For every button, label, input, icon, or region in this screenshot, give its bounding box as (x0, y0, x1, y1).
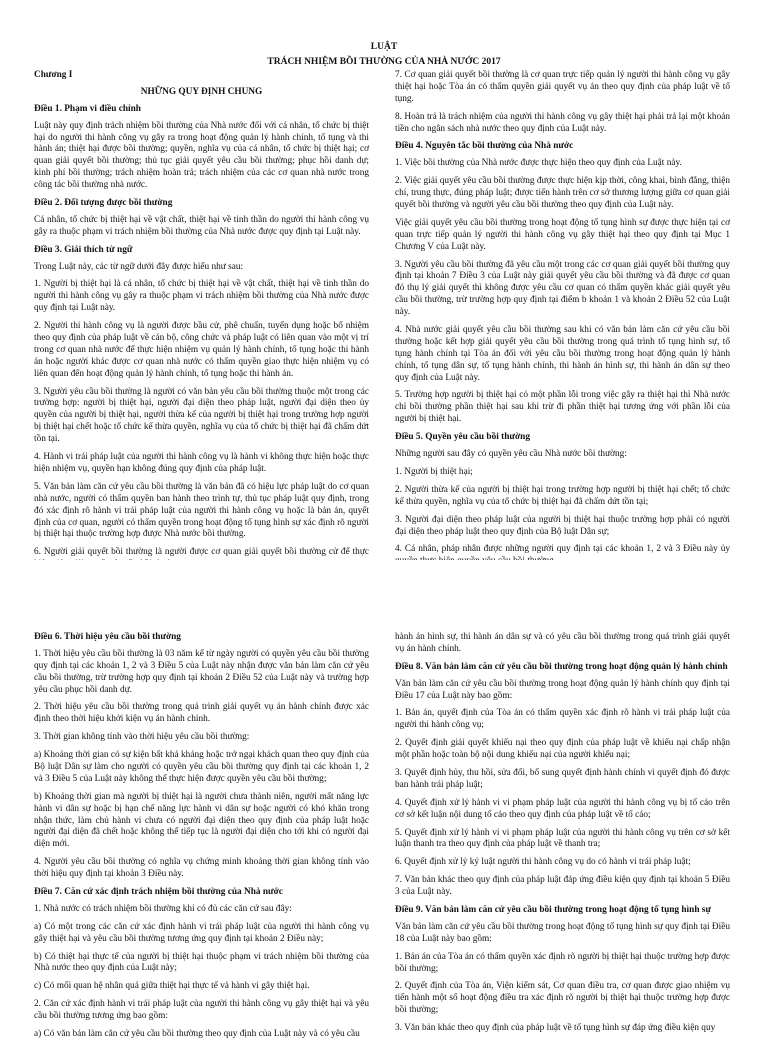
paragraph: Luật này quy định trách nhiệm bồi thường của Nhà nước đối với cá nhân, tổ chức bị thiệt hại do người thi hành công vụ gây ra trong hoạt động quản lý hành chính, tố tụng và thi hành án; thiệt hại được bồi thường; quyền, nghĩa vụ của cá nhân, tổ chức bị thiệt hại; cơ quan giải quyết bồi thường; thủ tục giải quyết yêu cầu bồi thường; phục hồi danh dự; kinh phí bồi thường; trách nhiệm hoàn trả; trách nhiệm của các cơ quan nhà nước trong công tác bồi thường nhà nước. (34, 120, 369, 191)
article-heading: Điều 2. Đối tượng được bồi thường (34, 198, 173, 209)
paragraph: 3. Quyết định hủy, thu hồi, sửa đổi, bổ sung quyết định hành chính vì quyết định đó được ban hành trái pháp luật; (395, 768, 730, 790)
article-heading: Chương I (34, 70, 73, 80)
paragraph: 1. Việc bồi thường của Nhà nước được thực hiện theo quy định của Luật này. (395, 158, 682, 169)
paragraph: a) Có văn bản làm căn cứ yêu cầu bồi thường theo quy định của Luật này và có yêu cầu (34, 1029, 360, 1040)
paragraph: 1. Bản án của Tòa án có thẩm quyền xác định rõ người bị thiệt hại thuộc trường hợp được bồi thường; (395, 951, 730, 974)
paragraph: Những người sau đây có quyền yêu cầu Nhà nước bồi thường: (395, 449, 627, 460)
article-heading: Điều 5. Quyền yêu cầu bồi thường (395, 432, 530, 443)
article-heading: Điều 9. Văn bản làm căn cứ yêu cầu bồi thường trong hoạt động tố tụng hình sự (395, 905, 712, 916)
paragraph: 2. Người thừa kế của người bị thiệt hại trong trường hợp người bị thiệt hại chết; tổ chức kế thừa quyền, nghĩa vụ của tổ chức bị thiệt hại đã chấm dứt tồn tại; (395, 484, 730, 507)
article-heading: Điều 1. Phạm vi điều chỉnh (34, 103, 141, 114)
paragraph: 4. Cá nhân, pháp nhân được những người quy định tại các khoản 1, 2 và 3 Điều này ủy (395, 544, 730, 555)
paragraph: 6. Quyết định xử lý kỷ luật người thi hành công vụ do có hành vi trái pháp luật; (395, 857, 691, 868)
article-heading: Điều 6. Thời hiệu yêu cầu bồi thường (34, 632, 181, 642)
paragraph: Trong Luật này, các từ ngữ dưới đây được hiểu như sau: (34, 261, 244, 272)
document-page-2 (0, 628, 768, 1040)
paragraph: 7. Văn bản khác theo quy định của pháp luật đáp ứng điều kiện quy định tại khoản 5 Điều 3 của Luật này. (395, 875, 730, 898)
paragraph: 1. Người bị thiệt hại; (395, 466, 473, 477)
paragraph: 1. Bản án, quyết định của Tòa án có thẩm quyền xác định rõ hành vi trái pháp luật của người thi hành công vụ; (395, 708, 730, 731)
page2-right-column (395, 632, 730, 1041)
paragraph: 7. Cơ quan giải quyết bồi thường là cơ quan trực tiếp quản lý người thi hành công vụ gây thiệt hại hoặc Tòa án có thẩm quyền giải quyết vụ án theo quy định của pháp luật về tố tụng. (395, 70, 730, 104)
paragraph: Việc giải quyết yêu cầu bồi thường trong hoạt động tố tụng hình sự được thực hiện tại cơ quan trực tiếp quản lý người thi hành công vụ gây thiệt hại theo quy định tại Mục 1 Chương V của Luật này. (395, 217, 730, 252)
paragraph: 4. Nhà nước giải quyết yêu cầu bồi thường sau khi có văn bản làm căn cứ yêu cầu bồi thường hoặc kết hợp giải quyết yêu cầu bồi thường trong quá trình tố tụng hình sự, tố tụng hành chính tại Tòa án đối với yêu cầu bồi thường trong hoạt động quản lý hành chính, tố tụng dân sự, tố tụng hành chính, thi hành án hình sự, thi hành án dân sự theo quy định của Luật này. (395, 325, 730, 383)
paragraph: b) Có thiệt hại thực tế của người bị thiệt hại thuộc phạm vi trách nhiệm bồi thường của Nhà nước theo quy định của Luật này; (34, 951, 369, 974)
article-heading: Điều 4. Nguyên tắc bồi thường của Nhà nước (395, 141, 574, 152)
paragraph: a) Có một trong các căn cứ xác định hành vi trái pháp luật của người thi hành công vụ gây thiệt hại và yêu cầu bồi thường tương ứng quy định tại khoản 2 Điều này; (34, 921, 369, 944)
page-gap (0, 560, 768, 628)
paragraph: 5. Văn bản làm căn cứ yêu cầu bồi thường là văn bản đã có hiệu lực pháp luật do cơ quan nhà nước, người có thẩm quyền ban hành theo trình tự, thủ tục pháp luật quy định, trong đó xác định rõ hành vi trái pháp luật của người thi hành công vụ hoặc là bản án, quyết định của cơ quan, người có thẩm quyền trong hoạt động tố tụng hình sự xác định rõ người bị thiệt hại thuộc trường hợp được Nhà nước bồi thường. (34, 481, 369, 540)
page1-left-column (34, 70, 369, 577)
paragraph: 1. Người bị thiệt hại là cá nhân, tổ chức bị thiệt hại về vật chất, thiệt hại về tinh thần do người thi hành công vụ gây ra thuộc phạm vi trách nhiệm bồi thường của Nhà nước được quy định tại Luật này. (34, 279, 369, 314)
paragraph: 1. Nhà nước có trách nhiệm bồi thường khi có đủ các căn cứ sau đây: (34, 903, 292, 914)
article-heading: NHỮNG QUY ĐỊNH CHUNG (140, 86, 263, 97)
paragraph: 2. Việc giải quyết yêu cầu bồi thường được thực hiện kịp thời, công khai, bình đẳng, thiện chí, trung thực, đúng pháp luật; được tiến hành trên cơ sở thương lượng giữa cơ quan giải quyết bồi thường và người yêu cầu bồi thường theo quy định của Luật này. (395, 176, 730, 211)
paragraph: 3. Thời gian không tính vào thời hiệu yêu cầu bồi thường: (34, 732, 250, 743)
paragraph: 6. Người giải quyết bồi thường là người được cơ quan giải quyết bồi thường cử để thực (34, 547, 369, 558)
law-subtitle: TRÁCH NHIỆM BỒI THƯỜNG CỦA NHÀ NƯỚC 2017 (267, 57, 501, 67)
paragraph: 5. Quyết định xử lý hành vi vi phạm pháp luật của người thi hành công vụ trên cơ sở kết luận thanh tra theo quy định của pháp luật về thanh tra; (395, 827, 730, 850)
paragraph: b) Khoảng thời gian mà người bị thiệt hại là người chưa thành niên, người mất năng lực hành vi dân sự hoặc bị hạn chế năng lực hành vi dân sự hoặc người có khó khăn trong nhận thức, làm chủ hành vi chưa có người đại diện theo quy định của pháp luật hoặc người đại diện đã chết hoặc không thể tiếp tục là người đại diện cho tới khi có người đại diện mới. (34, 791, 369, 850)
page2-left-column (34, 632, 369, 1047)
paragraph: a) Khoảng thời gian có sự kiện bất khả kháng hoặc trở ngại khách quan theo quy định của Bộ luật Dân sự làm cho người có quyền yêu cầu bồi thường quy định tại các khoản 1, 2 và 3 Điều 5 của Luật này không thể thực hiện được quyền yêu cầu bồi thường; (34, 750, 369, 784)
paragraph: 4. Người yêu cầu bồi thường có nghĩa vụ chứng minh khoảng thời gian không tính vào thời hiệu quy định tại khoản 3 Điều này. (34, 857, 369, 880)
law-title: LUẬT (370, 42, 398, 52)
paragraph: Văn bản làm căn cứ yêu cầu bồi thường trong hoạt động tố tụng hình sự quy định tại Điều 18 của Luật này bao gồm: (395, 921, 730, 944)
paragraph: 5. Trường hợp người bị thiệt hại có một phần lỗi trong việc gây ra thiệt hại thì Nhà nước chỉ bồi thường phần thiệt hại sau khi trừ đi phần thiệt hại tương ứng với phần lỗi của người bị thiệt hại. (395, 390, 730, 425)
paragraph: c) Có mối quan hệ nhân quả giữa thiệt hại thực tế và hành vi gây thiệt hại. (34, 981, 310, 992)
paragraph: 3. Người yêu cầu bồi thường là người có văn bản yêu cầu bồi thường thuộc một trong các trường hợp: người bị thiệt hại, người đại diện theo pháp luật, người đại diện theo ủy quyền của người bị thiệt hại, người thừa kế của người bị thiệt hại trong trường hợp người bị thiệt hại chết hoặc tổ chức kế thừa quyền, nghĩa vụ của tổ chức bị thiệt hại đã chấm dứt tồn tại. (34, 386, 369, 445)
paragraph: 3. Văn bản khác theo quy định của pháp luật về tố tụng hình sự đáp ứng điều kiện quy (395, 1023, 716, 1034)
paragraph: 1. Thời hiệu yêu cầu bồi thường là 03 năm kể từ ngày người có quyền yêu cầu bồi thường quy định tại các khoản 1, 2 và 3 Điều 5 của Luật này nhận được văn bản làm căn cứ yêu cầu bồi thường, trừ trường hợp quy định tại khoản 2 Điều 52 của Luật này và trường hợp yêu cầu phục hồi danh dự. (34, 648, 369, 695)
paragraph: hành án hình sự, thi hành án dân sự và có yêu cầu bồi thường trong quá trình giải quyết vụ án hành chính. (395, 632, 730, 654)
paragraph: 2. Người thi hành công vụ là người được bầu cử, phê chuẩn, tuyển dụng hoặc bổ nhiệm theo quy định của pháp luật về cán bộ, công chức và pháp luật có liên quan vào một vị trí trong cơ quan nhà nước để thực hiện nhiệm vụ quản lý hành chính, tố tụng hoặc thi hành án hoặc người khác được cơ quan nhà nước có thẩm quyền giao thực hiện nhiệm vụ có liên quan đến hoạt động quản lý hành chính, tố tụng hoặc thi hành án. (34, 321, 369, 379)
paragraph: 2. Quyết định giải quyết khiếu nại theo quy định của pháp luật về khiếu nại chấp nhận một phần hoặc toàn bộ nội dung khiếu nại của người khiếu nại; (395, 738, 730, 761)
paragraph: 2. Căn cứ xác định hành vi trái pháp luật của người thi hành công vụ gây thiệt hại và yêu cầu bồi thường tương ứng bao gồm: (34, 999, 369, 1022)
paragraph: 3. Người yêu cầu bồi thường đã yêu cầu một trong các cơ quan giải quyết bồi thường quy định tại khoản 7 Điều 3 của Luật này giải quyết yêu cầu bồi thường và đã được cơ quan đó thụ lý giải quyết thì không được yêu cầu cơ quan có thẩm quyền khác giải quyết yêu cầu bồi thường, trừ trường hợp quy định tại điểm b khoản 1 và khoản 2 Điều 52 của Luật này. (395, 259, 730, 318)
paragraph: 2. Thời hiệu yêu cầu bồi thường trong quá trình giải quyết vụ án hành chính được xác định theo thời hiệu khởi kiện vụ án hành chính. (34, 702, 369, 725)
article-heading: Điều 3. Giải thích từ ngữ (34, 244, 133, 255)
page1-right-column (395, 70, 730, 574)
paragraph: 4. Quyết định xử lý hành vi vi phạm pháp luật của người thi hành công vụ bị tố cáo trên cơ sở kết luận nội dung tố cáo theo quy định của pháp luật về tố cáo; (395, 797, 730, 820)
paragraph: 8. Hoàn trả là trách nhiệm của người thi hành công vụ gây thiệt hại phải trả lại một khoản tiền cho ngân sách nhà nước theo quy định của Luật này. (395, 111, 730, 134)
paragraph: 3. Người đại diện theo pháp luật của người bị thiệt hại thuộc trường hợp phải có người đại diện theo pháp luật theo quy định của Bộ luật Dân sự; (395, 514, 730, 537)
paragraph: Văn bản làm căn cứ yêu cầu bồi thường trong hoạt động quản lý hành chính quy định tại Điều 17 của Luật này bao gồm: (395, 678, 730, 701)
paragraph: 2. Quyết định của Tòa án, Viện kiểm sát, Cơ quan điều tra, cơ quan được giao nhiệm vụ tiến hành một số hoạt động điều tra xác định rõ người bị thiệt hại thuộc trường hợp được bồi thường; (395, 981, 730, 1016)
paragraph: Cá nhân, tổ chức bị thiệt hại về vật chất, thiệt hại về tinh thần do người thi hành công vụ gây ra thuộc phạm vi trách nhiệm bồi thường của Nhà nước được quy định tại Luật này. (34, 214, 369, 237)
article-heading: Điều 8. Văn bản làm căn cứ yêu cầu bồi thường trong hoạt động quản lý hành chính (395, 661, 728, 672)
paragraph: 4. Hành vi trái pháp luật của người thi hành công vụ là hành vi không thực hiện hoặc thực hiện nhiệm vụ, quyền hạn không đúng quy định của pháp luật. (34, 452, 369, 474)
article-heading: Điều 7. Căn cứ xác định trách nhiệm bồi thường của Nhà nước (34, 887, 283, 898)
